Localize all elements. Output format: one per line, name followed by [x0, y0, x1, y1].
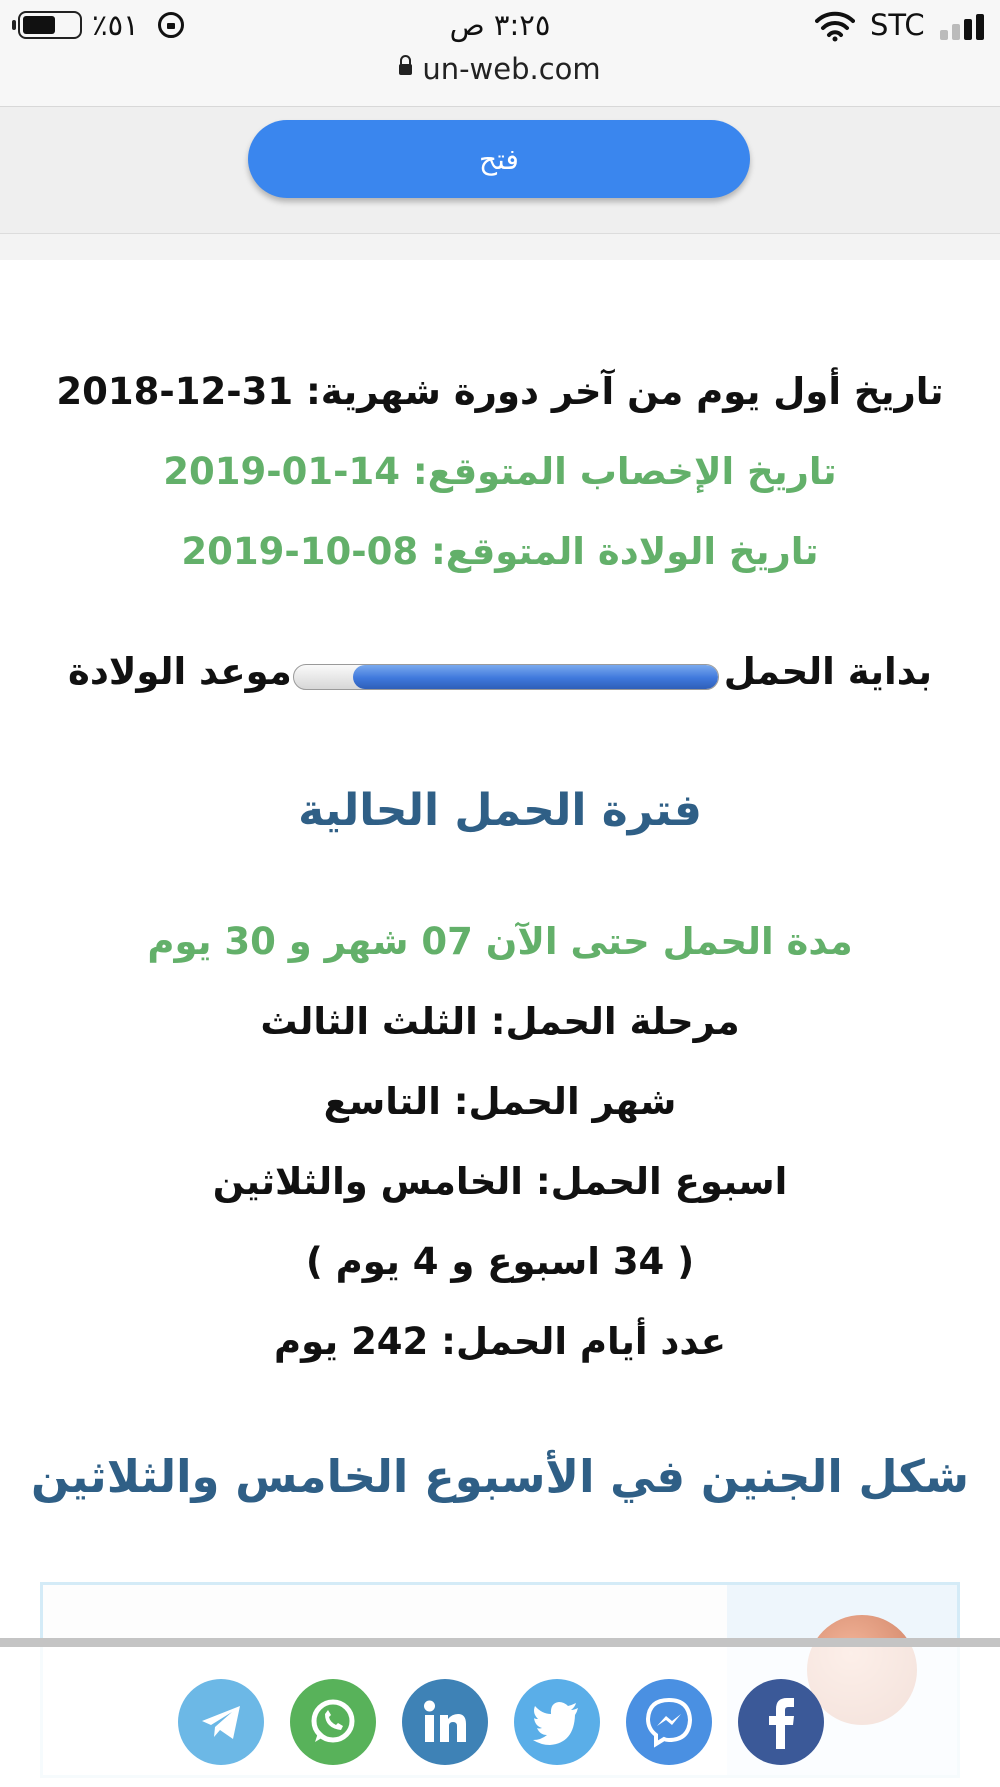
facebook-icon[interactable]	[738, 1679, 824, 1765]
pregnancy-days: عدد أيام الحمل: 242 يوم	[273, 1320, 727, 1363]
battery-percentage: ٪٥١	[92, 8, 139, 42]
pregnancy-week: اسبوع الحمل: الخامس والثلاثين	[212, 1160, 788, 1203]
lock-icon	[399, 64, 412, 75]
open-button[interactable]: فتح	[248, 120, 750, 198]
messenger-icon[interactable]	[626, 1679, 712, 1765]
signal-icon	[940, 14, 990, 40]
trimester: مرحلة الحمل: الثلث الثالث	[260, 1000, 740, 1043]
conception-date: تاريخ الإخصاب المتوقع: 14-01-2019	[163, 450, 837, 493]
clock: ٣:٢٥ ص	[449, 8, 551, 42]
duration-so-far: مدة الحمل حتى الآن 07 شهر و 30 يوم	[147, 920, 853, 963]
current-period-heading: فترة الحمل الحالية	[298, 785, 702, 836]
carrier-name: STC	[870, 8, 925, 42]
progress-fill	[353, 665, 718, 689]
due-date: تاريخ الولادة المتوقع: 08-10-2019	[181, 530, 819, 573]
twitter-icon[interactable]	[514, 1679, 600, 1765]
url-text: un-web.com	[422, 52, 601, 86]
share-bar	[0, 1638, 1000, 1787]
wifi-icon	[815, 10, 855, 42]
last-period-date: تاريخ أول يوم من آخر دورة شهرية: 31-12-2018	[56, 370, 944, 413]
progress-start-label: بداية الحمل	[723, 650, 932, 693]
address-bar[interactable]	[0, 50, 1000, 107]
progress-end-label: موعد الولادة	[68, 650, 292, 693]
status-bar	[0, 0, 1000, 50]
divider	[0, 234, 1000, 260]
fetus-heading: شكل الجنين في الأسبوع الخامس والثلاثين	[30, 1450, 970, 1503]
pregnancy-week-detail: ( 34 اسبوع و 4 يوم )	[305, 1240, 695, 1283]
telegram-icon[interactable]	[178, 1679, 264, 1765]
pregnancy-progress	[0, 650, 1000, 710]
pregnancy-month: شهر الحمل: التاسع	[323, 1080, 677, 1123]
linkedin-icon[interactable]	[402, 1679, 488, 1765]
whatsapp-icon[interactable]	[290, 1679, 376, 1765]
progress-bar	[293, 664, 719, 690]
app-open-banner	[0, 107, 1000, 234]
